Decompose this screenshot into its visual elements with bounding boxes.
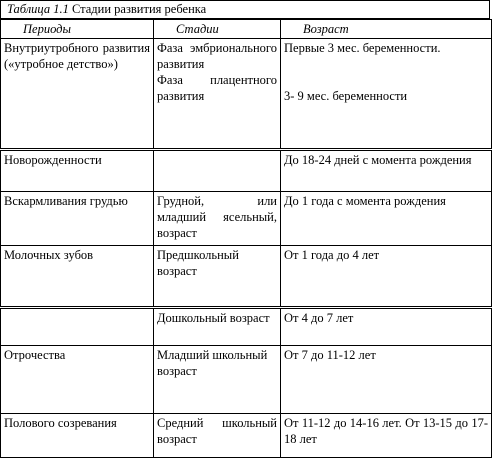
age-cell: От 7 до 11-12 лет [281, 346, 492, 414]
column-header-periods: Периоды [1, 20, 154, 39]
stage-cell [154, 150, 281, 192]
table-row [1, 192, 492, 246]
period-cell: Новорожденности [1, 150, 154, 192]
stage-cell: Младший школьный возраст [154, 346, 281, 414]
period-cell [1, 308, 154, 346]
period-cell: Отрочества [1, 346, 154, 414]
table-title: Стадии развития ребенка [71, 2, 207, 16]
period-cell: Вскармливания грудью [1, 192, 154, 246]
column-header-stages: Стадии [154, 20, 281, 39]
stage-cell: Грудной, или младший ясельный, возраст [154, 192, 281, 246]
age-cell: От 1 года до 4 лет [281, 246, 492, 308]
table-row [1, 414, 492, 458]
age-text: 3- 9 мес. беременности [284, 89, 408, 103]
table-row [1, 150, 492, 192]
age-text: Первые 3 мес. беременности. [284, 41, 441, 55]
stage-cell: Предшкольный возраст [154, 246, 281, 308]
table-row [1, 246, 492, 308]
header-row [1, 20, 492, 39]
table-row [1, 346, 492, 414]
age-cell: До 18-24 дней с момента рождения [281, 150, 492, 192]
stage-text: Фаза плацентного развития [157, 73, 277, 103]
stage-cell: Средний школьный возраст [154, 414, 281, 458]
table-row [1, 308, 492, 346]
table-row [1, 39, 492, 150]
period-cell: Молочных зубов [1, 246, 154, 308]
table-caption [0, 0, 490, 19]
stage-cell [154, 39, 281, 150]
stage-text: Фаза эмбрионального развития [157, 41, 277, 71]
stage-cell: Дошкольный возраст [154, 308, 281, 346]
period-cell: Полового созревания [1, 414, 154, 458]
column-header-age: Возраст [281, 20, 492, 39]
age-cell [281, 39, 492, 150]
age-cell: От 11-12 до 14-16 лет. От 13-15 до 17-18 лет [281, 414, 492, 458]
age-cell: До 1 года с момента рождения [281, 192, 492, 246]
period-cell: Внутриутробного развития («утробное детство») [1, 39, 154, 150]
age-cell: От 4 до 7 лет [281, 308, 492, 346]
table-number: Таблица 1.1 [7, 2, 69, 16]
development-stages-table [0, 19, 492, 458]
